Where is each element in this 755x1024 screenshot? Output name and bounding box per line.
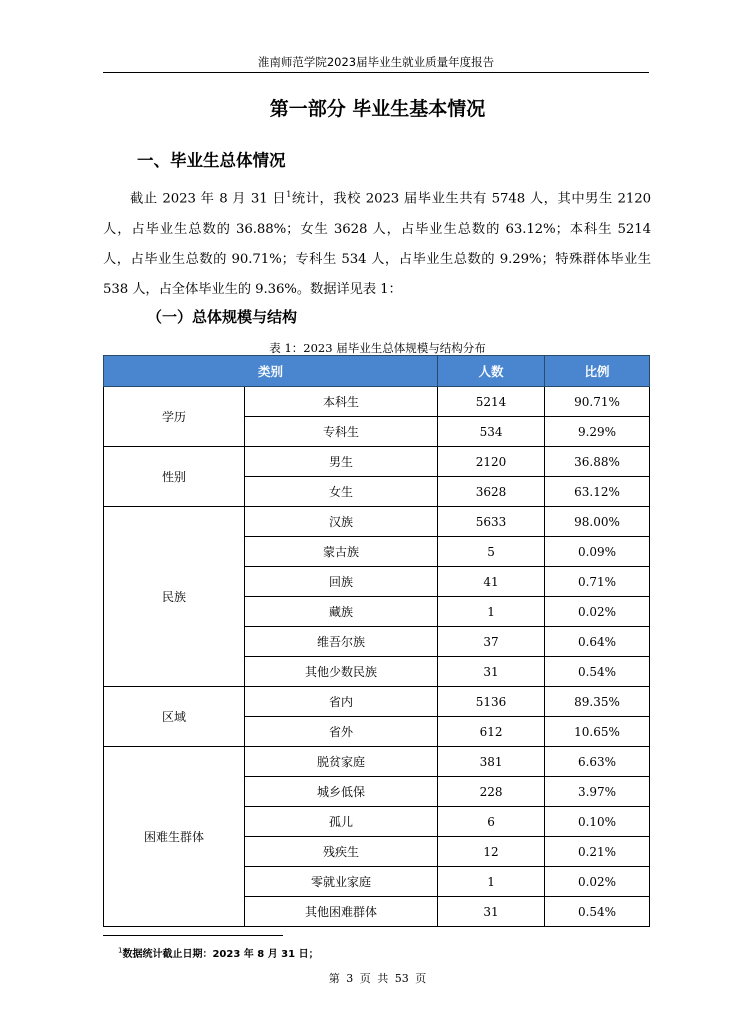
count-cell: 6 (438, 807, 545, 837)
count-cell: 1 (438, 867, 545, 897)
table-row (104, 687, 650, 717)
ratio-cell: 6.63% (545, 747, 650, 777)
footnote-divider (103, 935, 283, 936)
group-cell: 困难生群体 (104, 747, 245, 927)
row-label-cell: 汉族 (245, 507, 438, 537)
group-cell: 性别 (104, 447, 245, 507)
footnote-mark: 1 (118, 946, 123, 955)
subsection-heading: （一）总体规模与结构 (147, 308, 298, 326)
group-cell: 民族 (104, 507, 245, 687)
count-cell: 31 (438, 657, 545, 687)
table-body (104, 387, 650, 927)
row-label-cell: 其他少数民族 (245, 657, 438, 687)
ratio-cell: 0.21% (545, 837, 650, 867)
count-cell: 228 (438, 777, 545, 807)
footnote-text: 数据统计截止日期：2023 年 8 月 31 日； (122, 949, 319, 960)
graduate-structure-table (103, 355, 650, 927)
body-paragraph (103, 180, 651, 306)
row-label-cell: 本科生 (245, 387, 438, 417)
row-label-cell: 其他困难群体 (245, 897, 438, 927)
count-cell: 37 (438, 627, 545, 657)
count-cell: 1 (438, 597, 545, 627)
ratio-cell: 0.64% (545, 627, 650, 657)
count-cell: 381 (438, 747, 545, 777)
ratio-cell: 0.71% (545, 567, 650, 597)
header-category: 类别 (104, 356, 438, 387)
ratio-cell: 36.88% (545, 447, 650, 477)
ratio-cell: 0.10% (545, 807, 650, 837)
ratio-cell: 0.54% (545, 897, 650, 927)
count-cell: 5 (438, 537, 545, 567)
paragraph-text-start: 截止 2023 年 8 月 31 日 (130, 191, 287, 207)
table-row (104, 387, 650, 417)
ratio-cell: 0.54% (545, 657, 650, 687)
ratio-cell: 0.02% (545, 867, 650, 897)
row-label-cell: 城乡低保 (245, 777, 438, 807)
row-label-cell: 专科生 (245, 417, 438, 447)
header-ratio: 比例 (545, 356, 650, 387)
paragraph-text-rest: 统计，我校 2023 届毕业生共有 5748 人，其中男生 2120 人，占毕业生总数的 36.88%；女生 3628 人，占毕业生总数的 63.12%；本科生 5214 人，占毕业生总数的 90.71%；专科生 534 人，占毕业生总数的 9.29%；特殊群体毕业生 538 人，占全体毕业生的 9.36%。数据详见表 1： (103, 191, 651, 298)
row-label-cell: 男生 (245, 447, 438, 477)
row-label-cell: 维吾尔族 (245, 627, 438, 657)
row-label-cell: 残疾生 (245, 837, 438, 867)
section-heading: 一、毕业生总体情况 (137, 151, 286, 170)
count-cell: 5136 (438, 687, 545, 717)
footnote-reference[interactable]: 1 (286, 190, 292, 199)
ratio-cell: 0.02% (545, 597, 650, 627)
row-label-cell: 省内 (245, 687, 438, 717)
page-number: 第 3 页 共 53 页 (328, 972, 427, 985)
count-cell: 3628 (438, 477, 545, 507)
row-label-cell: 藏族 (245, 597, 438, 627)
running-header: 淮南师范学院2023届毕业生就业质量年度报告 (103, 52, 649, 73)
ratio-cell: 98.00% (545, 507, 650, 537)
table-header-row (104, 356, 650, 387)
count-cell: 12 (438, 837, 545, 867)
table-row (104, 447, 650, 477)
ratio-cell: 63.12% (545, 477, 650, 507)
ratio-cell: 10.65% (545, 717, 650, 747)
group-cell: 学历 (104, 387, 245, 447)
header-count: 人数 (438, 356, 545, 387)
footnote (118, 945, 319, 960)
ratio-cell: 9.29% (545, 417, 650, 447)
count-cell: 5633 (438, 507, 545, 537)
row-label-cell: 回族 (245, 567, 438, 597)
ratio-cell: 3.97% (545, 777, 650, 807)
page-title: 第一部分 毕业生基本情况 (269, 98, 486, 120)
ratio-cell: 89.35% (545, 687, 650, 717)
table-row (104, 507, 650, 537)
count-cell: 41 (438, 567, 545, 597)
count-cell: 2120 (438, 447, 545, 477)
count-cell: 534 (438, 417, 545, 447)
ratio-cell: 0.09% (545, 537, 650, 567)
ratio-cell: 90.71% (545, 387, 650, 417)
row-label-cell: 脱贫家庭 (245, 747, 438, 777)
count-cell: 5214 (438, 387, 545, 417)
count-cell: 612 (438, 717, 545, 747)
row-label-cell: 省外 (245, 717, 438, 747)
row-label-cell: 蒙古族 (245, 537, 438, 567)
row-label-cell: 零就业家庭 (245, 867, 438, 897)
table-row (104, 747, 650, 777)
table-caption: 表 1：2023 届毕业生总体规模与结构分布 (269, 341, 486, 355)
row-label-cell: 女生 (245, 477, 438, 507)
row-label-cell: 孤儿 (245, 807, 438, 837)
count-cell: 31 (438, 897, 545, 927)
group-cell: 区域 (104, 687, 245, 747)
